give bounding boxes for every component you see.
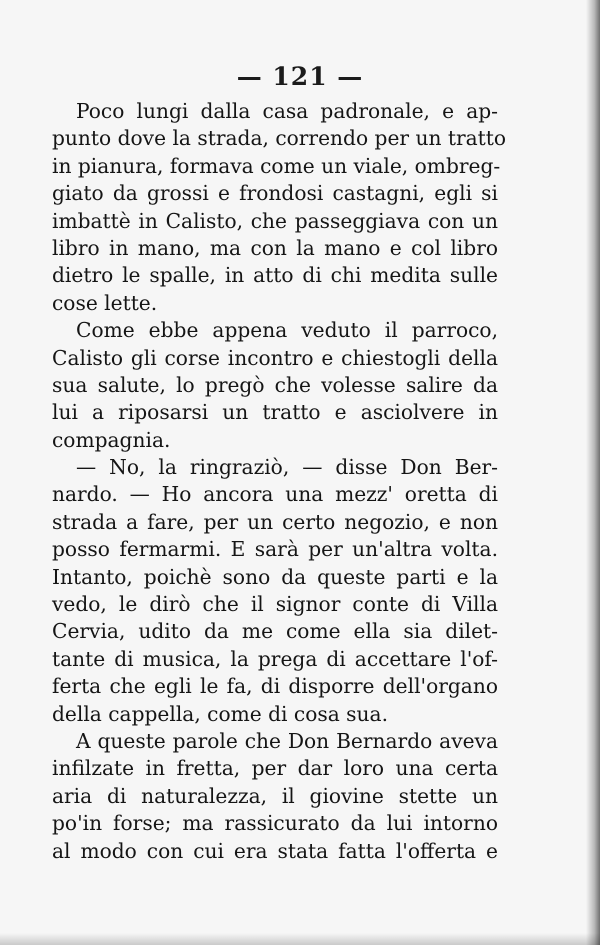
text-line: infilzate in fretta, per dar loro una certa xyxy=(52,756,498,781)
text-line: punto dove la strada, correndo per un tratto xyxy=(52,126,507,151)
text-line: vedo, le dirò che il signor conte di Villa xyxy=(52,592,498,617)
page-bottom-shadow xyxy=(0,933,600,945)
text-line: imbattè in Calisto, che passeggiava con un xyxy=(52,208,498,233)
text-line: strada a fare, per un certo negozio, e non xyxy=(52,509,498,534)
text-line: compagnia. xyxy=(52,427,171,452)
text-line: Cervia, udito da me come ella sia dilet- xyxy=(52,619,498,644)
page-edge-shadow xyxy=(586,0,600,945)
text-line: Calisto gli corse incontro e chiestogli della xyxy=(52,345,498,370)
text-line: aria di naturalezza, il giovine stette un xyxy=(52,783,498,808)
text-line: — No, la ringraziò, — disse Don Ber- xyxy=(76,455,498,480)
page-number: — 121 — xyxy=(236,62,364,91)
text-line: in pianura, formava come un viale, ombreg- xyxy=(52,153,501,178)
text-line: nardo. — Ho ancora una mezz' oretta di xyxy=(52,482,498,507)
text-line: dietro le spalle, in atto di chi medita sulle xyxy=(52,263,498,288)
text-line: Poco lungi dalla casa padronale, e ap- xyxy=(76,99,498,123)
text-line: Intanto, poichè sono da queste parti e la xyxy=(52,564,498,589)
text-line: tante di musica, la prega di accettare l'of- xyxy=(52,646,498,671)
text-line: A queste parole che Don Bernardo aveva xyxy=(76,728,498,753)
text-line: ferta che egli le fa, di disporre dell'organo xyxy=(52,674,498,699)
text-line: della cappella, come di cosa sua. xyxy=(52,701,389,726)
text-line: sua salute, lo pregò che volesse salire da xyxy=(52,372,498,397)
text-line: al modo con cui era stata fatta l'offerta e xyxy=(52,838,498,863)
text-line: Come ebbe appena veduto il parroco, xyxy=(76,318,498,343)
text-line: po'in forse; ma rassicurato da lui intorno xyxy=(52,811,498,836)
text-line: giato da grossi e frondosi castagni, egli si xyxy=(52,181,498,206)
text-line: posso fermarmi. E sarà per un'altra volta. xyxy=(52,537,498,562)
text-line: cose lette. xyxy=(52,290,158,315)
body-text xyxy=(52,98,507,865)
text-line: lui a riposarsi un tratto e asciolvere in xyxy=(52,400,498,425)
text-line: libro in mano, ma con la mano e col libro xyxy=(52,235,498,260)
